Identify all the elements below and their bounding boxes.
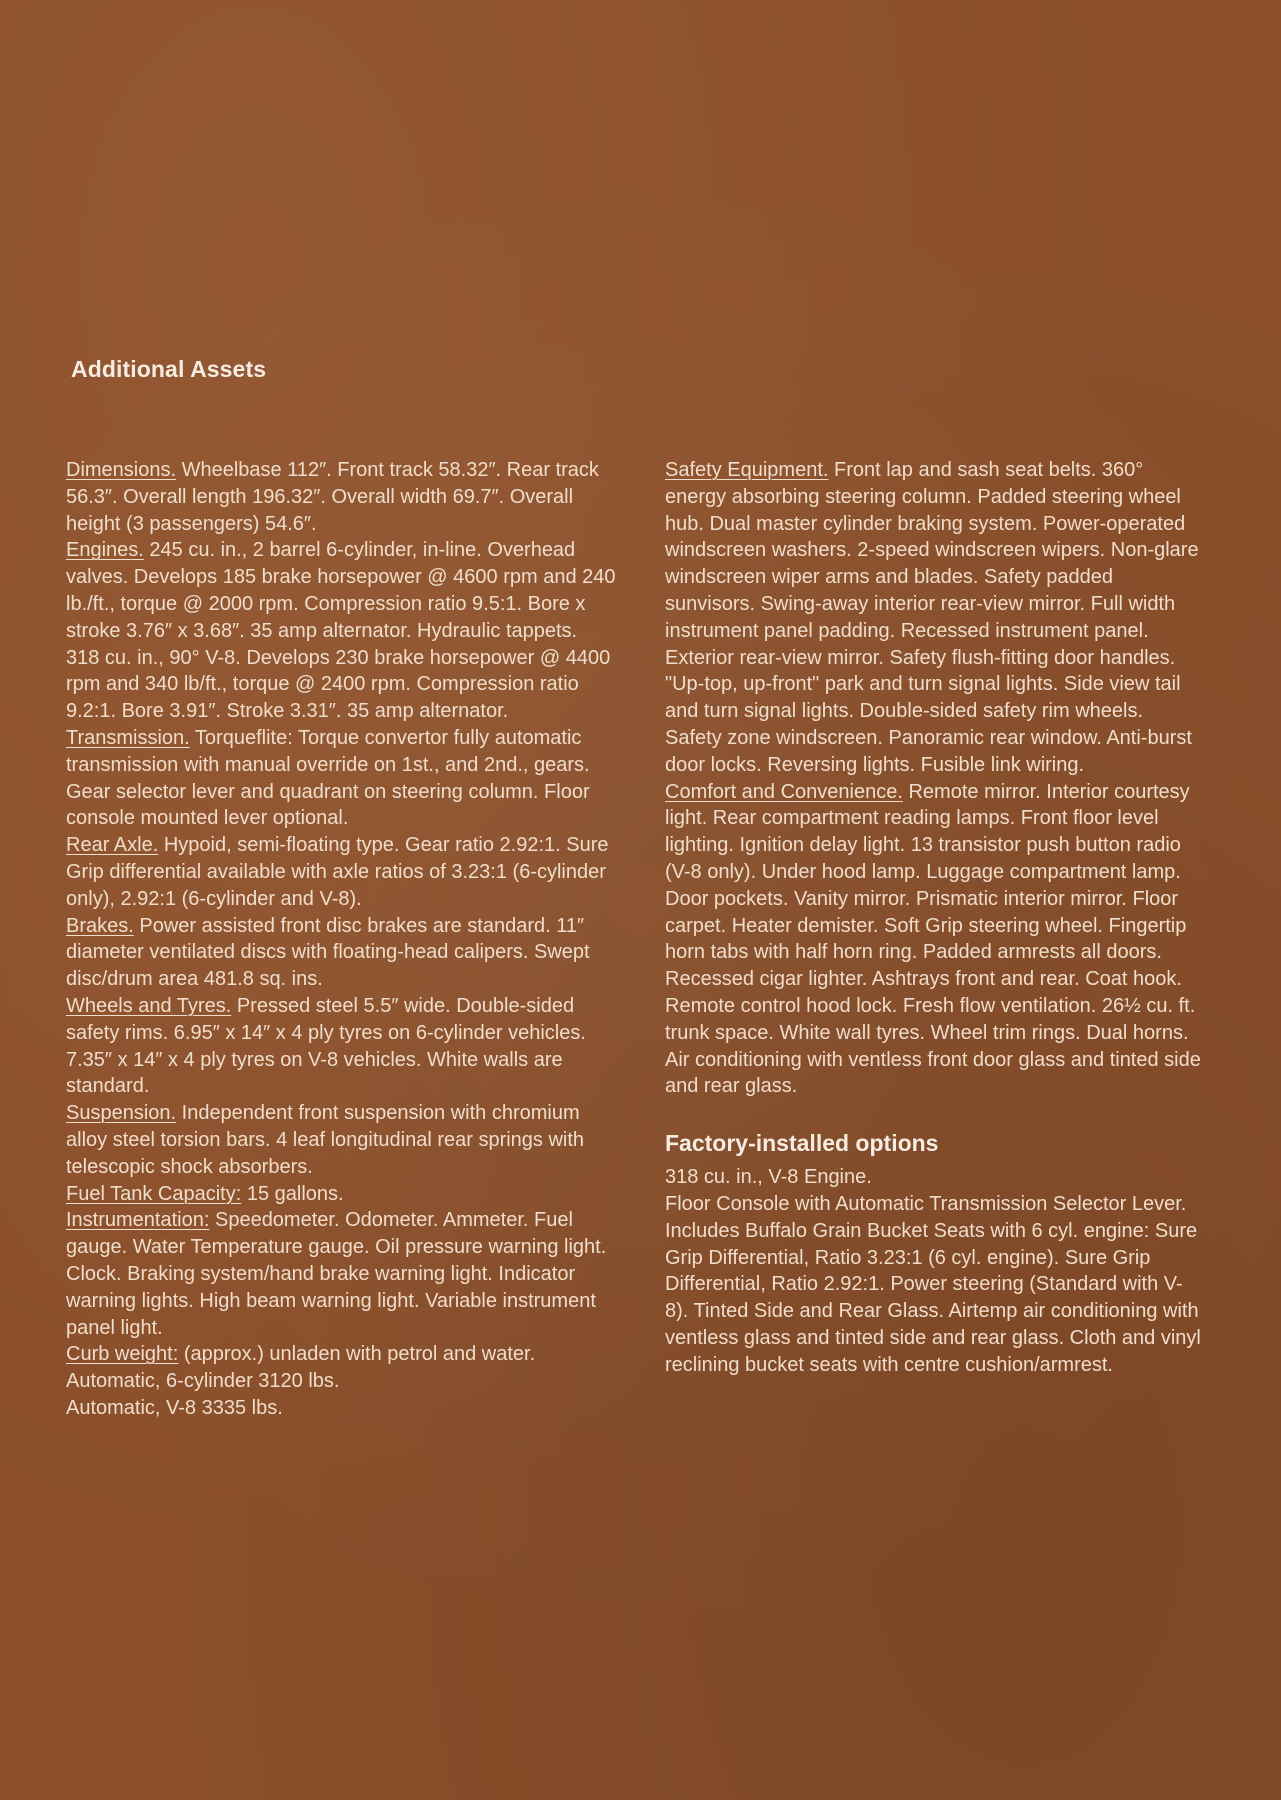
spec-label: Fuel Tank Capacity: xyxy=(66,1182,242,1205)
spec-engines xyxy=(66,537,626,644)
page-title: Additional Assets xyxy=(71,356,267,382)
spec-text: Automatic, V-8 3335 lbs. xyxy=(66,1396,283,1419)
option-item: Floor Console with Automatic Transmission Selector Lever. Includes Buffalo Grain Bucket Seats with 6 cyl. engine: Sure Grip Differential, Ratio 3.23:1 (6 cyl. engine). Sure Grip Differential, Ratio 2.92:1. Power steering (Standard with V-8). Tinted Side and Rear Glass. Airtemp air conditioning with ventless glass and tinted side and rear glass. Cloth and vinyl reclining bucket seats with centre cushion/armrest. xyxy=(665,1192,1201,1376)
spec-engine-v8 xyxy=(66,645,626,725)
spec-text: 245 cu. in., 2 barrel 6-cylinder, in-line. Overhead valves. Develops 185 brake horsepower @ 4600 rpm and 240 lb./ft., torque @ 2000 rpm. Compression ratio 9.5:1. Bore x stroke 3.76″ x 3.68″. 35 amp alternator. Hydraulic tappets. xyxy=(66,539,616,642)
spec-text: (approx.) unladen with petrol and water. xyxy=(178,1343,536,1366)
spec-label: Engines. xyxy=(66,539,144,562)
spec-label: Comfort and Convenience. xyxy=(665,780,903,803)
spec-text: Front lap and sash seat belts. 360° energy absorbing steering column. Padded steering wheel hub. Dual master cylinder braking system. Power-operated windscreen washers. 2-speed windscreen wipers. Non-glare windscreen wiper arms and blades. Safety padded sunvisors. Swing-away interior rear-view mirror. Full width instrument panel padding. Recessed instrument panel. Exterior rear-view mirror. Safety flush-fitting door handles. "Up-top, up-front" park and turn signal lights. Side view tail and turn signal lights. Double-sided safety rim wheels. Safety zone windscreen. Panoramic rear window. Anti-burst door locks. Reversing lights. Fusible link wiring. xyxy=(665,459,1199,776)
options-heading: Factory-installed options xyxy=(665,1130,939,1157)
spec-fuel-tank xyxy=(66,1181,626,1208)
spec-safety-equipment xyxy=(665,457,1205,779)
spec-label: Brakes. xyxy=(66,914,134,937)
spec-label: Suspension. xyxy=(66,1102,177,1125)
spec-text: Speedometer. Odometer. Ammeter. Fuel gauge. Water Temperature gauge. Oil pressure warning light. Clock. Braking system/hand brake warning light. Indicator warning lights. High beam warning light. Variable instrument panel light. xyxy=(66,1209,607,1339)
spec-weight-v8 xyxy=(66,1395,626,1422)
spec-text: Independent front suspension with chromium alloy steel torsion bars. 4 leaf longitudinal rear springs with telescopic shock absorbers. xyxy=(66,1102,585,1178)
spec-brakes xyxy=(66,913,626,993)
spec-label: Instrumentation: xyxy=(66,1209,210,1232)
spec-comfort-convenience xyxy=(665,779,1205,1101)
spec-suspension xyxy=(66,1100,626,1180)
spec-label: Rear Axle. xyxy=(66,834,159,857)
spec-instrumentation xyxy=(66,1207,626,1341)
specs-left-column xyxy=(66,457,626,1422)
specs-right-column xyxy=(665,457,1205,1379)
spec-text: Power assisted front disc brakes are standard. 11″ diameter ventilated discs with floating-head calipers. Swept disc/drum area 481.8 sq. ins. xyxy=(66,914,590,991)
spec-text: Automatic, 6-cylinder 3120 lbs. xyxy=(66,1370,340,1393)
spec-rear-axle xyxy=(66,832,626,912)
spec-text: Hypoid, semi-floating type. Gear ratio 2.92:1. Sure Grip differential available with axle ratios of 3.23:1 (6-cylinder only), 2.92:1 (6-cylinder and V-8). xyxy=(66,834,609,910)
spec-text: Pressed steel 5.5″ wide. Double-sided safety rims. 6.95″ x 14″ x 4 ply tyres on 6-cylinder vehicles. 7.35″ x 14″ x 4 ply tyres on V-8 vehicles. White walls are standard. xyxy=(66,994,586,1098)
spec-curb-weight xyxy=(66,1341,626,1368)
spec-weight-6cyl xyxy=(66,1368,626,1395)
spec-wheels-tyres xyxy=(66,993,626,1100)
spec-text: 15 gallons. xyxy=(241,1182,344,1205)
spec-text: 318 cu. in., 90° V-8. Develops 230 brake horsepower @ 4400 rpm and 340 lb/ft., torque @ 2400 rpm. Compression ratio 9.2:1. Bore 3.91″. Stroke 3.31″. 35 amp alternator. xyxy=(66,646,611,723)
spec-label: Curb weight: xyxy=(66,1343,179,1366)
spec-text: Remote mirror. Interior courtesy light. Rear compartment reading lamps. Front floor level lighting. Ignition delay light. 13 transistor push button radio (V-8 only). Under hood lamp. Luggage compartment lamp. Door pockets. Vanity mirror. Prismatic interior mirror. Floor carpet. Heater demister. Soft Grip steering wheel. Fingertip horn tabs with half horn ring. Padded armrests all doors. Recessed cigar lighter. Ashtrays front and rear. Coat hook. Remote control hood lock. Fresh flow ventilation. 26½ cu. ft. trunk space. White wall tyres. Wheel trim rings. Dual horns. Air conditioning with ventless front door glass and tinted side and rear glass. xyxy=(665,780,1201,1098)
spec-label: Dimensions. xyxy=(66,459,177,481)
spec-transmission xyxy=(66,725,626,832)
spec-dimensions xyxy=(66,457,626,537)
spec-text: Torqueflite: Torque convertor fully automatic transmission with manual override on 1st., and 2nd., gears. Gear selector lever and quadrant on steering column. Floor console mounted lever optional. xyxy=(66,726,590,830)
spec-text: Wheelbase 112″. Front track 58.32″. Rear track 56.3″. Overall length 196.32″. Overall width 69.7″. Overall height (3 passengers) 54.6″. xyxy=(66,459,599,535)
spec-label: Transmission. xyxy=(66,726,190,749)
option-item: 318 cu. in., V-8 Engine. xyxy=(665,1166,872,1189)
spec-label: Safety Equipment. xyxy=(665,459,829,481)
spec-label: Wheels and Tyres. xyxy=(66,994,232,1017)
